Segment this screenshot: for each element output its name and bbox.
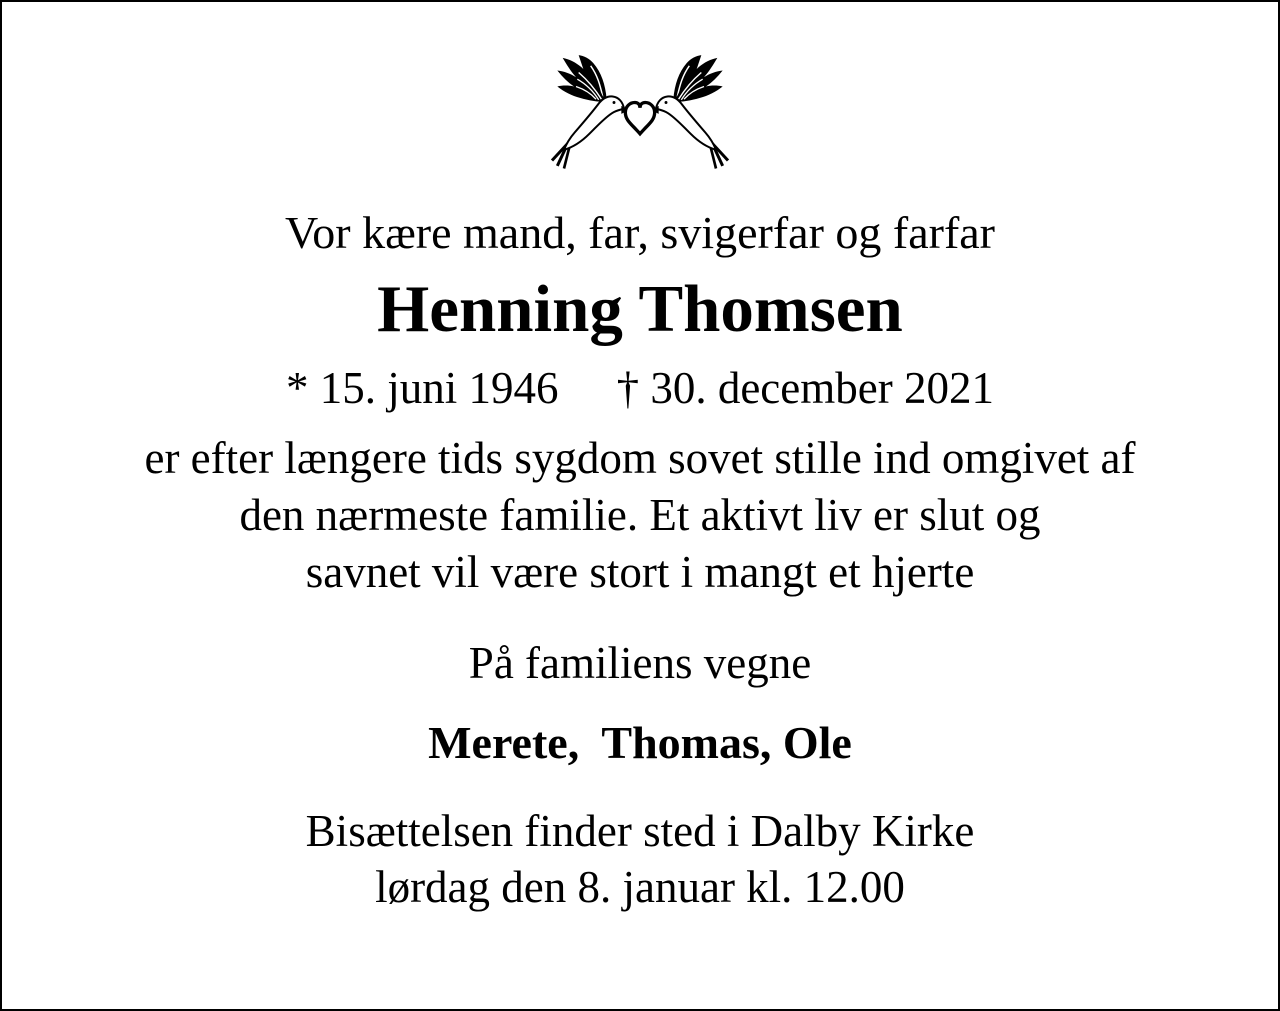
funeral-time-line: lørdag den 8. januar kl. 12.00 — [375, 861, 905, 912]
death-date: † 30. december 2021 — [616, 363, 994, 414]
family-names: Merete, Thomas, Ole — [428, 717, 852, 769]
announcement-text — [2, 430, 1278, 601]
deceased-name: Henning Thomsen — [377, 271, 903, 346]
on-behalf-line: På familiens vegne — [468, 637, 812, 688]
announcement-line: den nærmeste familie. Et aktivt liv er slut og — [239, 489, 1041, 540]
heart-icon — [625, 102, 654, 133]
doves-with-heart-icon — [540, 55, 740, 182]
intro-line: Vor kære mand, far, svigerfar og farfar — [284, 207, 995, 258]
emblem-container — [2, 54, 1278, 182]
dates-row — [2, 364, 1278, 414]
birth-date: * 15. juni 1946 — [286, 363, 559, 414]
funeral-info — [2, 803, 1278, 915]
announcement-line: er efter længere tids sygdom sovet stille ind omgivet af — [144, 432, 1136, 483]
funeral-location-line: Bisættelsen finder sted i Dalby Kirke — [305, 805, 975, 856]
announcement-line: savnet vil være stort i mangt et hjerte — [305, 546, 975, 597]
